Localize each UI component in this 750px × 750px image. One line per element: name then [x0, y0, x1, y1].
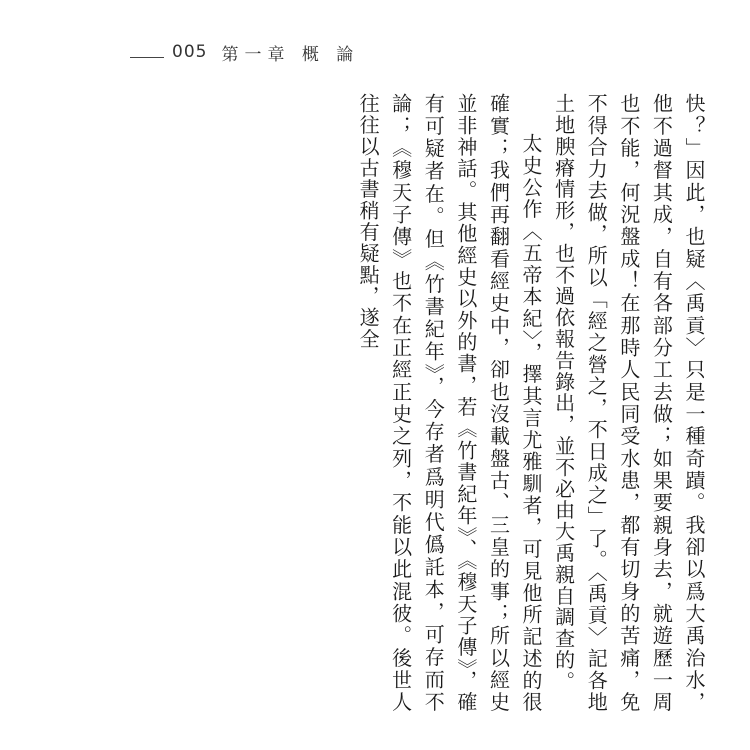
vertical-body-text: [20, 93, 710, 713]
paragraph-1: 快？」因此，也疑〈禹貢〉只是一種奇蹟。我卻以爲大禹治水，他不過督其成，自有各部分工去做；如果要親身去，就遊歷一周也不能，何況盤成！在那時人民同受水患，都有切身的苦痛，免不得合力去做，所以「經之營之，不日成之」了。〈禹貢〉記各地土地腴瘠情形，也不過依報告錄出，並不必由大禹親自調查的。: [551, 93, 706, 713]
chapter-title: 第一章 概 論: [221, 44, 360, 65]
running-header: [130, 40, 359, 64]
header-rule: [130, 57, 164, 58]
paragraph-2: 太史公作〈五帝本紀〉，擇其言尤雅馴者，可見他所記述的很確實；我們再翻看經史中，卻也沒載盤古、三皇的事；所以經史並非神話。其他經史以外的書，若《竹書紀年》、《穆天子傳》，確有可疑者在。但《竹書紀年》，今存者爲明代僞託本，可存而不論；《穆天子傳》也不在正經正史之列，不能以此混彼。後世人往往以古書稍有疑點，遂全: [356, 93, 544, 713]
page-number: 005: [172, 42, 208, 62]
